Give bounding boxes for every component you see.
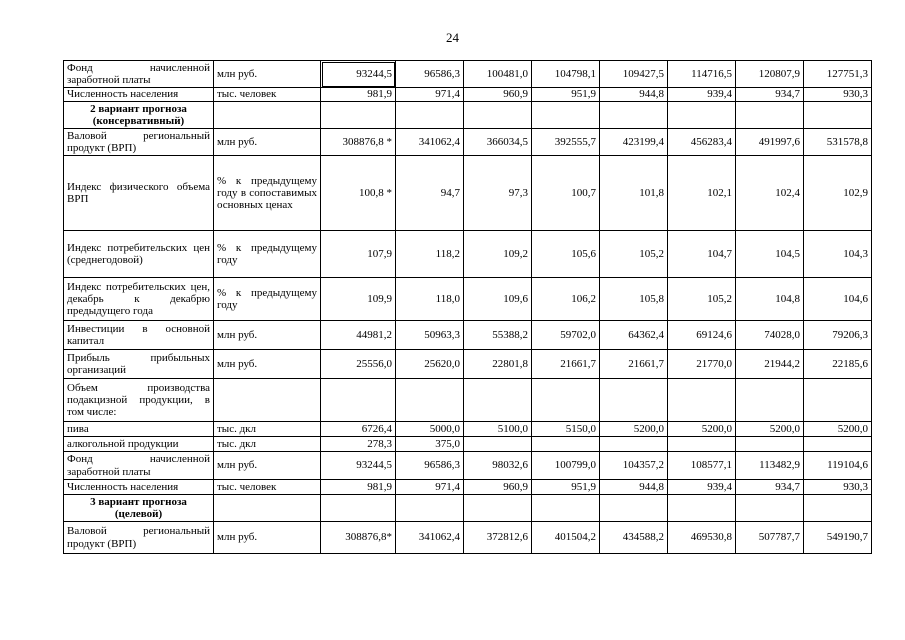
- forecast-table: [63, 60, 872, 554]
- value-cell: 100,8 *: [321, 156, 396, 231]
- table-row: [64, 379, 872, 422]
- table-row: [64, 480, 872, 495]
- value-cell: [396, 102, 464, 129]
- value-cell: [532, 379, 600, 422]
- value-cell: 96586,3: [396, 61, 464, 88]
- value-cell: 109,6: [464, 278, 532, 321]
- value-cell: 104798,1: [532, 61, 600, 88]
- value-cell: 392555,7: [532, 129, 600, 156]
- value-cell: [804, 379, 872, 422]
- value-cell: 120807,9: [736, 61, 804, 88]
- value-cell: 549190,7: [804, 522, 872, 554]
- value-cell: 93244,5: [321, 61, 396, 88]
- value-cell: 93244,5: [321, 452, 396, 480]
- value-cell: 934,7: [736, 88, 804, 102]
- value-cell: 105,6: [532, 231, 600, 278]
- table-row: [64, 437, 872, 452]
- value-cell: 108577,1: [668, 452, 736, 480]
- table-row: [64, 231, 872, 278]
- value-cell: 423199,4: [600, 129, 668, 156]
- indicator-name: Фонд начисленной заработной платы: [64, 61, 214, 88]
- value-cell: [668, 437, 736, 452]
- value-cell: 341062,4: [396, 522, 464, 554]
- value-cell: 107,9: [321, 231, 396, 278]
- unit-cell: млн руб.: [214, 321, 321, 350]
- indicator-name: Индекс физического объема ВРП: [64, 156, 214, 231]
- value-cell: 5000,0: [396, 422, 464, 437]
- section-title: 2 вариант прогноза (консервативный): [64, 102, 214, 129]
- unit-cell: тыс. дкл: [214, 422, 321, 437]
- value-cell: [736, 437, 804, 452]
- value-cell: 971,4: [396, 88, 464, 102]
- unit-cell: млн руб.: [214, 61, 321, 88]
- table-row: [64, 452, 872, 480]
- value-cell: [600, 437, 668, 452]
- value-cell: 960,9: [464, 480, 532, 495]
- value-cell: 308876,8*: [321, 522, 396, 554]
- indicator-name: Прибыль прибыльных организаций: [64, 350, 214, 379]
- value-cell: 21661,7: [600, 350, 668, 379]
- value-cell: 5100,0: [464, 422, 532, 437]
- unit-cell: млн руб.: [214, 129, 321, 156]
- value-cell: 104,3: [804, 231, 872, 278]
- value-cell: 96586,3: [396, 452, 464, 480]
- value-cell: [321, 495, 396, 522]
- value-cell: 25556,0: [321, 350, 396, 379]
- indicator-name: Инвестиции в основной капитал: [64, 321, 214, 350]
- unit-cell: [214, 102, 321, 129]
- value-cell: 5200,0: [804, 422, 872, 437]
- value-cell: 939,4: [668, 480, 736, 495]
- value-cell: 930,3: [804, 88, 872, 102]
- value-cell: 55388,2: [464, 321, 532, 350]
- value-cell: 308876,8 *: [321, 129, 396, 156]
- value-cell: 278,3: [321, 437, 396, 452]
- value-cell: 118,0: [396, 278, 464, 321]
- value-cell: 102,4: [736, 156, 804, 231]
- indicator-name: Объем производства подакцизной продукции, в том числе:: [64, 379, 214, 422]
- value-cell: [321, 379, 396, 422]
- indicator-name: пива: [64, 422, 214, 437]
- section-title: 3 вариант прогноза (целевой): [64, 495, 214, 522]
- value-cell: 944,8: [600, 480, 668, 495]
- page-number: 24: [446, 30, 459, 45]
- value-cell: 341062,4: [396, 129, 464, 156]
- value-cell: 74028,0: [736, 321, 804, 350]
- value-cell: 79206,3: [804, 321, 872, 350]
- value-cell: [804, 495, 872, 522]
- value-cell: [668, 495, 736, 522]
- value-cell: [600, 102, 668, 129]
- value-cell: 21661,7: [532, 350, 600, 379]
- value-cell: 109427,5: [600, 61, 668, 88]
- table-row: [64, 278, 872, 321]
- value-cell: 44981,2: [321, 321, 396, 350]
- value-cell: 127751,3: [804, 61, 872, 88]
- indicator-name: Численность населения: [64, 480, 214, 495]
- indicator-name: Индекс потребительских цен, декабрь к декабрю предыдущего года: [64, 278, 214, 321]
- table-row: [64, 350, 872, 379]
- unit-cell: тыс. дкл: [214, 437, 321, 452]
- value-cell: 104,5: [736, 231, 804, 278]
- value-cell: 372812,6: [464, 522, 532, 554]
- value-cell: 507787,7: [736, 522, 804, 554]
- value-cell: 456283,4: [668, 129, 736, 156]
- value-cell: 401504,2: [532, 522, 600, 554]
- value-cell: 5200,0: [600, 422, 668, 437]
- value-cell: 102,1: [668, 156, 736, 231]
- unit-cell: млн руб.: [214, 350, 321, 379]
- value-cell: [532, 495, 600, 522]
- value-cell: [804, 102, 872, 129]
- value-cell: 491997,6: [736, 129, 804, 156]
- value-cell: [668, 379, 736, 422]
- value-cell: 22185,6: [804, 350, 872, 379]
- value-cell: 104,7: [668, 231, 736, 278]
- value-cell: 64362,4: [600, 321, 668, 350]
- table-row: [64, 88, 872, 102]
- value-cell: 69124,6: [668, 321, 736, 350]
- table-row: [64, 129, 872, 156]
- value-cell: 960,9: [464, 88, 532, 102]
- indicator-name: алкогольной продукции: [64, 437, 214, 452]
- value-cell: [532, 102, 600, 129]
- unit-cell: млн руб.: [214, 522, 321, 554]
- unit-cell: тыс. человек: [214, 480, 321, 495]
- value-cell: [600, 495, 668, 522]
- value-cell: [464, 102, 532, 129]
- indicator-name: Фонд начисленной заработной платы: [64, 452, 214, 480]
- value-cell: 375,0: [396, 437, 464, 452]
- value-cell: [464, 379, 532, 422]
- value-cell: 944,8: [600, 88, 668, 102]
- value-cell: 934,7: [736, 480, 804, 495]
- value-cell: 59702,0: [532, 321, 600, 350]
- value-cell: 113482,9: [736, 452, 804, 480]
- value-cell: [736, 379, 804, 422]
- value-cell: [532, 437, 600, 452]
- value-cell: 109,2: [464, 231, 532, 278]
- unit-cell: % к предыдущему году в сопоставимых основных ценах: [214, 156, 321, 231]
- value-cell: 434588,2: [600, 522, 668, 554]
- value-cell: 114716,5: [668, 61, 736, 88]
- table-row: [64, 156, 872, 231]
- value-cell: 5200,0: [668, 422, 736, 437]
- unit-cell: % к предыдущему году: [214, 278, 321, 321]
- value-cell: 939,4: [668, 88, 736, 102]
- value-cell: 118,2: [396, 231, 464, 278]
- value-cell: 104,8: [736, 278, 804, 321]
- value-cell: 100,7: [532, 156, 600, 231]
- value-cell: 106,2: [532, 278, 600, 321]
- value-cell: 50963,3: [396, 321, 464, 350]
- value-cell: 22801,8: [464, 350, 532, 379]
- value-cell: 5150,0: [532, 422, 600, 437]
- unit-cell: [214, 379, 321, 422]
- value-cell: 531578,8: [804, 129, 872, 156]
- unit-cell: тыс. человек: [214, 88, 321, 102]
- value-cell: 366034,5: [464, 129, 532, 156]
- value-cell: 105,2: [668, 278, 736, 321]
- value-cell: [464, 437, 532, 452]
- value-cell: 25620,0: [396, 350, 464, 379]
- value-cell: 105,2: [600, 231, 668, 278]
- value-cell: 21770,0: [668, 350, 736, 379]
- value-cell: 981,9: [321, 88, 396, 102]
- indicator-name: Валовой региональный продукт (ВРП): [64, 522, 214, 554]
- value-cell: 930,3: [804, 480, 872, 495]
- value-cell: 97,3: [464, 156, 532, 231]
- unit-cell: [214, 495, 321, 522]
- value-cell: [464, 495, 532, 522]
- indicator-name: Численность населения: [64, 88, 214, 102]
- table-row: [64, 61, 872, 88]
- value-cell: 104,6: [804, 278, 872, 321]
- value-cell: 100799,0: [532, 452, 600, 480]
- value-cell: 101,8: [600, 156, 668, 231]
- value-cell: [736, 495, 804, 522]
- value-cell: 971,4: [396, 480, 464, 495]
- section-header-row: [64, 495, 872, 522]
- value-cell: 6726,4: [321, 422, 396, 437]
- unit-cell: % к предыдущему году: [214, 231, 321, 278]
- value-cell: [804, 437, 872, 452]
- value-cell: [396, 495, 464, 522]
- section-header-row: [64, 102, 872, 129]
- value-cell: 469530,8: [668, 522, 736, 554]
- value-cell: [600, 379, 668, 422]
- value-cell: 105,8: [600, 278, 668, 321]
- table-row: [64, 522, 872, 554]
- value-cell: 981,9: [321, 480, 396, 495]
- value-cell: 98032,6: [464, 452, 532, 480]
- value-cell: 5200,0: [736, 422, 804, 437]
- value-cell: [396, 379, 464, 422]
- indicator-name: Валовой региональный продукт (ВРП): [64, 129, 214, 156]
- value-cell: 951,9: [532, 88, 600, 102]
- value-cell: 100481,0: [464, 61, 532, 88]
- value-cell: [736, 102, 804, 129]
- value-cell: 119104,6: [804, 452, 872, 480]
- value-cell: [668, 102, 736, 129]
- value-cell: 109,9: [321, 278, 396, 321]
- value-cell: [321, 102, 396, 129]
- table-row: [64, 422, 872, 437]
- value-cell: 104357,2: [600, 452, 668, 480]
- indicator-name: Индекс потребительских цен (среднегодовой): [64, 231, 214, 278]
- value-cell: 951,9: [532, 480, 600, 495]
- value-cell: 102,9: [804, 156, 872, 231]
- value-cell: 94,7: [396, 156, 464, 231]
- value-cell: 21944,2: [736, 350, 804, 379]
- unit-cell: млн руб.: [214, 452, 321, 480]
- table-row: [64, 321, 872, 350]
